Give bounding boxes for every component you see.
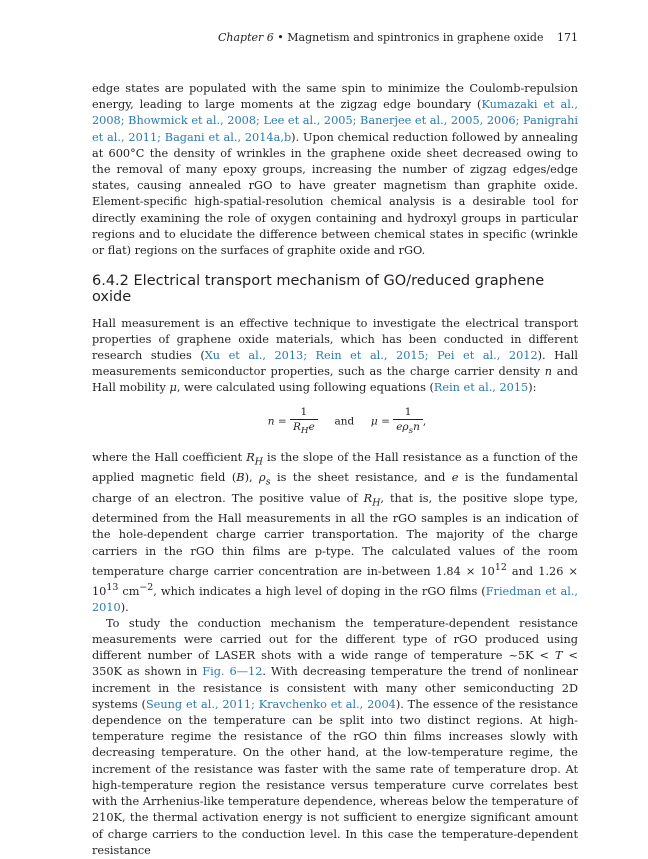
running-header [218, 31, 578, 44]
numerator: 1 [290, 405, 318, 420]
text: To study the conduction mechanism the temperature-dependent resistance measurements were carried out for the different type of rGO produced using different number of LASER shots with a wide range of temperature ~5K < [92, 616, 578, 663]
math-symbol: T [555, 649, 563, 663]
equation-carrier-density-mobility [116, 405, 578, 438]
text: where the Hall coefficient [92, 450, 247, 464]
punctuation: , [422, 415, 427, 428]
paragraph-hall-coefficient [92, 450, 578, 616]
paragraph-conduction-mechanism [92, 616, 578, 859]
text: , which indicates a high level of doping in the rGO films ( [153, 584, 486, 598]
text: , that is, the positive slope type, determined from the Hall measurements in all the rGO samples is an indication of the hole-dependent charge carrier transportation. The majority of the charge carriers in the rGO thin films are p-type. The calculated values of the room temperature charge carrier concentration are in-between 1.84 × 10 [92, 491, 578, 578]
text: and Hall mobility [92, 365, 578, 395]
math-symbol: e [451, 471, 459, 485]
text: cm [118, 584, 140, 598]
superscript: 12 [494, 561, 507, 573]
text: ). Upon chemical reduction followed by annealing at 600°C the density of wrinkles in the graphene oxide sheet decreased owing to the removal of many epoxy groups, increasing the number of zigzag edges/edge states, causing annealed rGO to have greater magnetism than graphite oxide. Element-specific high-spatial-resolution chemical analysis is a desirable tool for directly examining the role of oxygen containing and hydroxyl groups in particular regions and to elucidate the difference between chemical states in specific (wrinkle or flat) regions on the surfaces of graphite oxide and rGO. [92, 130, 578, 258]
eq-conjunction: and [334, 415, 355, 428]
header-bullet: • [277, 31, 284, 44]
eq-lhs: n = [267, 415, 287, 428]
fraction [290, 405, 318, 438]
citation-link[interactable]: Rein et al., 2015 [433, 381, 529, 395]
math-symbol: R [246, 450, 255, 464]
text: is the fundamental charge of an electron. The positive value of [92, 471, 578, 505]
chapter-title: Magnetism and spintronics in graphene oxide [287, 31, 544, 44]
text: < 350K as shown in [92, 649, 578, 679]
text: ). [120, 600, 129, 614]
text: edge states are populated with the same spin to minimize the Coulomb-repulsion energy, leading to large moments at the zigzag edge boundary ( [92, 82, 578, 112]
figure-reference-link[interactable]: Fig. 6—12 [202, 665, 263, 679]
symbol: n [413, 420, 420, 433]
citation-link[interactable]: Seung et al., 2011; Kravchenko et al., 2004 [145, 697, 396, 711]
denominator [290, 420, 318, 438]
text: ), [244, 471, 260, 485]
citation-link[interactable]: Friedman et al., 2010 [92, 584, 578, 614]
text: ). Hall measurements semiconductor properties, such as the charge carrier density [92, 349, 578, 379]
page-number: 171 [557, 31, 578, 44]
section-heading: 6.4.2 Electrical transport mechanism of GO/reduced graphene oxide [92, 273, 545, 306]
paragraph-edge-states [92, 81, 578, 259]
symbol: eρ [396, 420, 409, 433]
fraction [393, 405, 423, 438]
text: Hall measurement is an effective technique to investigate the electrical transport properties of graphene oxide materials, which has been conducted in different research studies ( [92, 316, 578, 363]
math-symbol: n [544, 365, 553, 379]
subscript: s [265, 476, 271, 488]
page-body [92, 81, 578, 859]
symbol: R [293, 420, 301, 433]
text: is the sheet resistance, and [270, 471, 452, 485]
math-symbol: B [236, 471, 245, 485]
eq-lhs: μ = [370, 415, 390, 428]
math-symbol: μ [169, 381, 177, 395]
subscript: s [408, 425, 414, 436]
superscript: 13 [106, 581, 119, 593]
math-symbol: R [363, 491, 373, 505]
text: ): [528, 381, 537, 395]
subscript: H [254, 456, 263, 467]
text: , were calculated using following equations ( [176, 381, 434, 395]
numerator: 1 [393, 405, 423, 420]
chapter-label: Chapter 6 [217, 31, 274, 44]
text: is the slope of the Hall resistance as a function of the applied magnetic field ( [92, 450, 578, 485]
superscript: −2 [139, 581, 154, 593]
math-symbol: ρ [259, 471, 266, 485]
symbol: e [308, 420, 315, 433]
subscript: H [372, 496, 381, 508]
denominator [393, 420, 423, 438]
paragraph-hall-measurement [92, 316, 578, 397]
text: . With decreasing temperature the trend of nonlinear increment in the resistance is consistent with many other semiconducting 2D systems ( [92, 665, 578, 711]
citation-link[interactable]: Xu et al., 2013; Rein et al., 2015; Pei et al., 2012 [204, 349, 538, 363]
text: ). The essence of the resistance dependence on the temperature can be split into two distinct regions. At high-temperature regime the resistance of the rGO thin films increases slowly with decreasing temperature. On the other hand, at the low-temperature regime, the increment of the resistance was faster with the same rate of temperature drop. At high-temperature region the resistance versus temperature curve correlates best with the Arrhenius-like temperature dependence, whereas below the temperature of 210K, the thermal activation energy is not sufficient to energize significant amount of charge carriers to the conduction level. In this case the temperature-dependent resistance [92, 697, 579, 857]
subscript: H [300, 425, 309, 436]
citation-link[interactable]: Kumazaki et al., 2008; Bhowmick et al., 2008; Lee et al., 2005; Banerjee et al., 2005, 2006; Panigrahi et al., 2011; Bagani et al., 2014a,b [92, 98, 578, 144]
text: and 1.26 × 10 [92, 564, 578, 598]
